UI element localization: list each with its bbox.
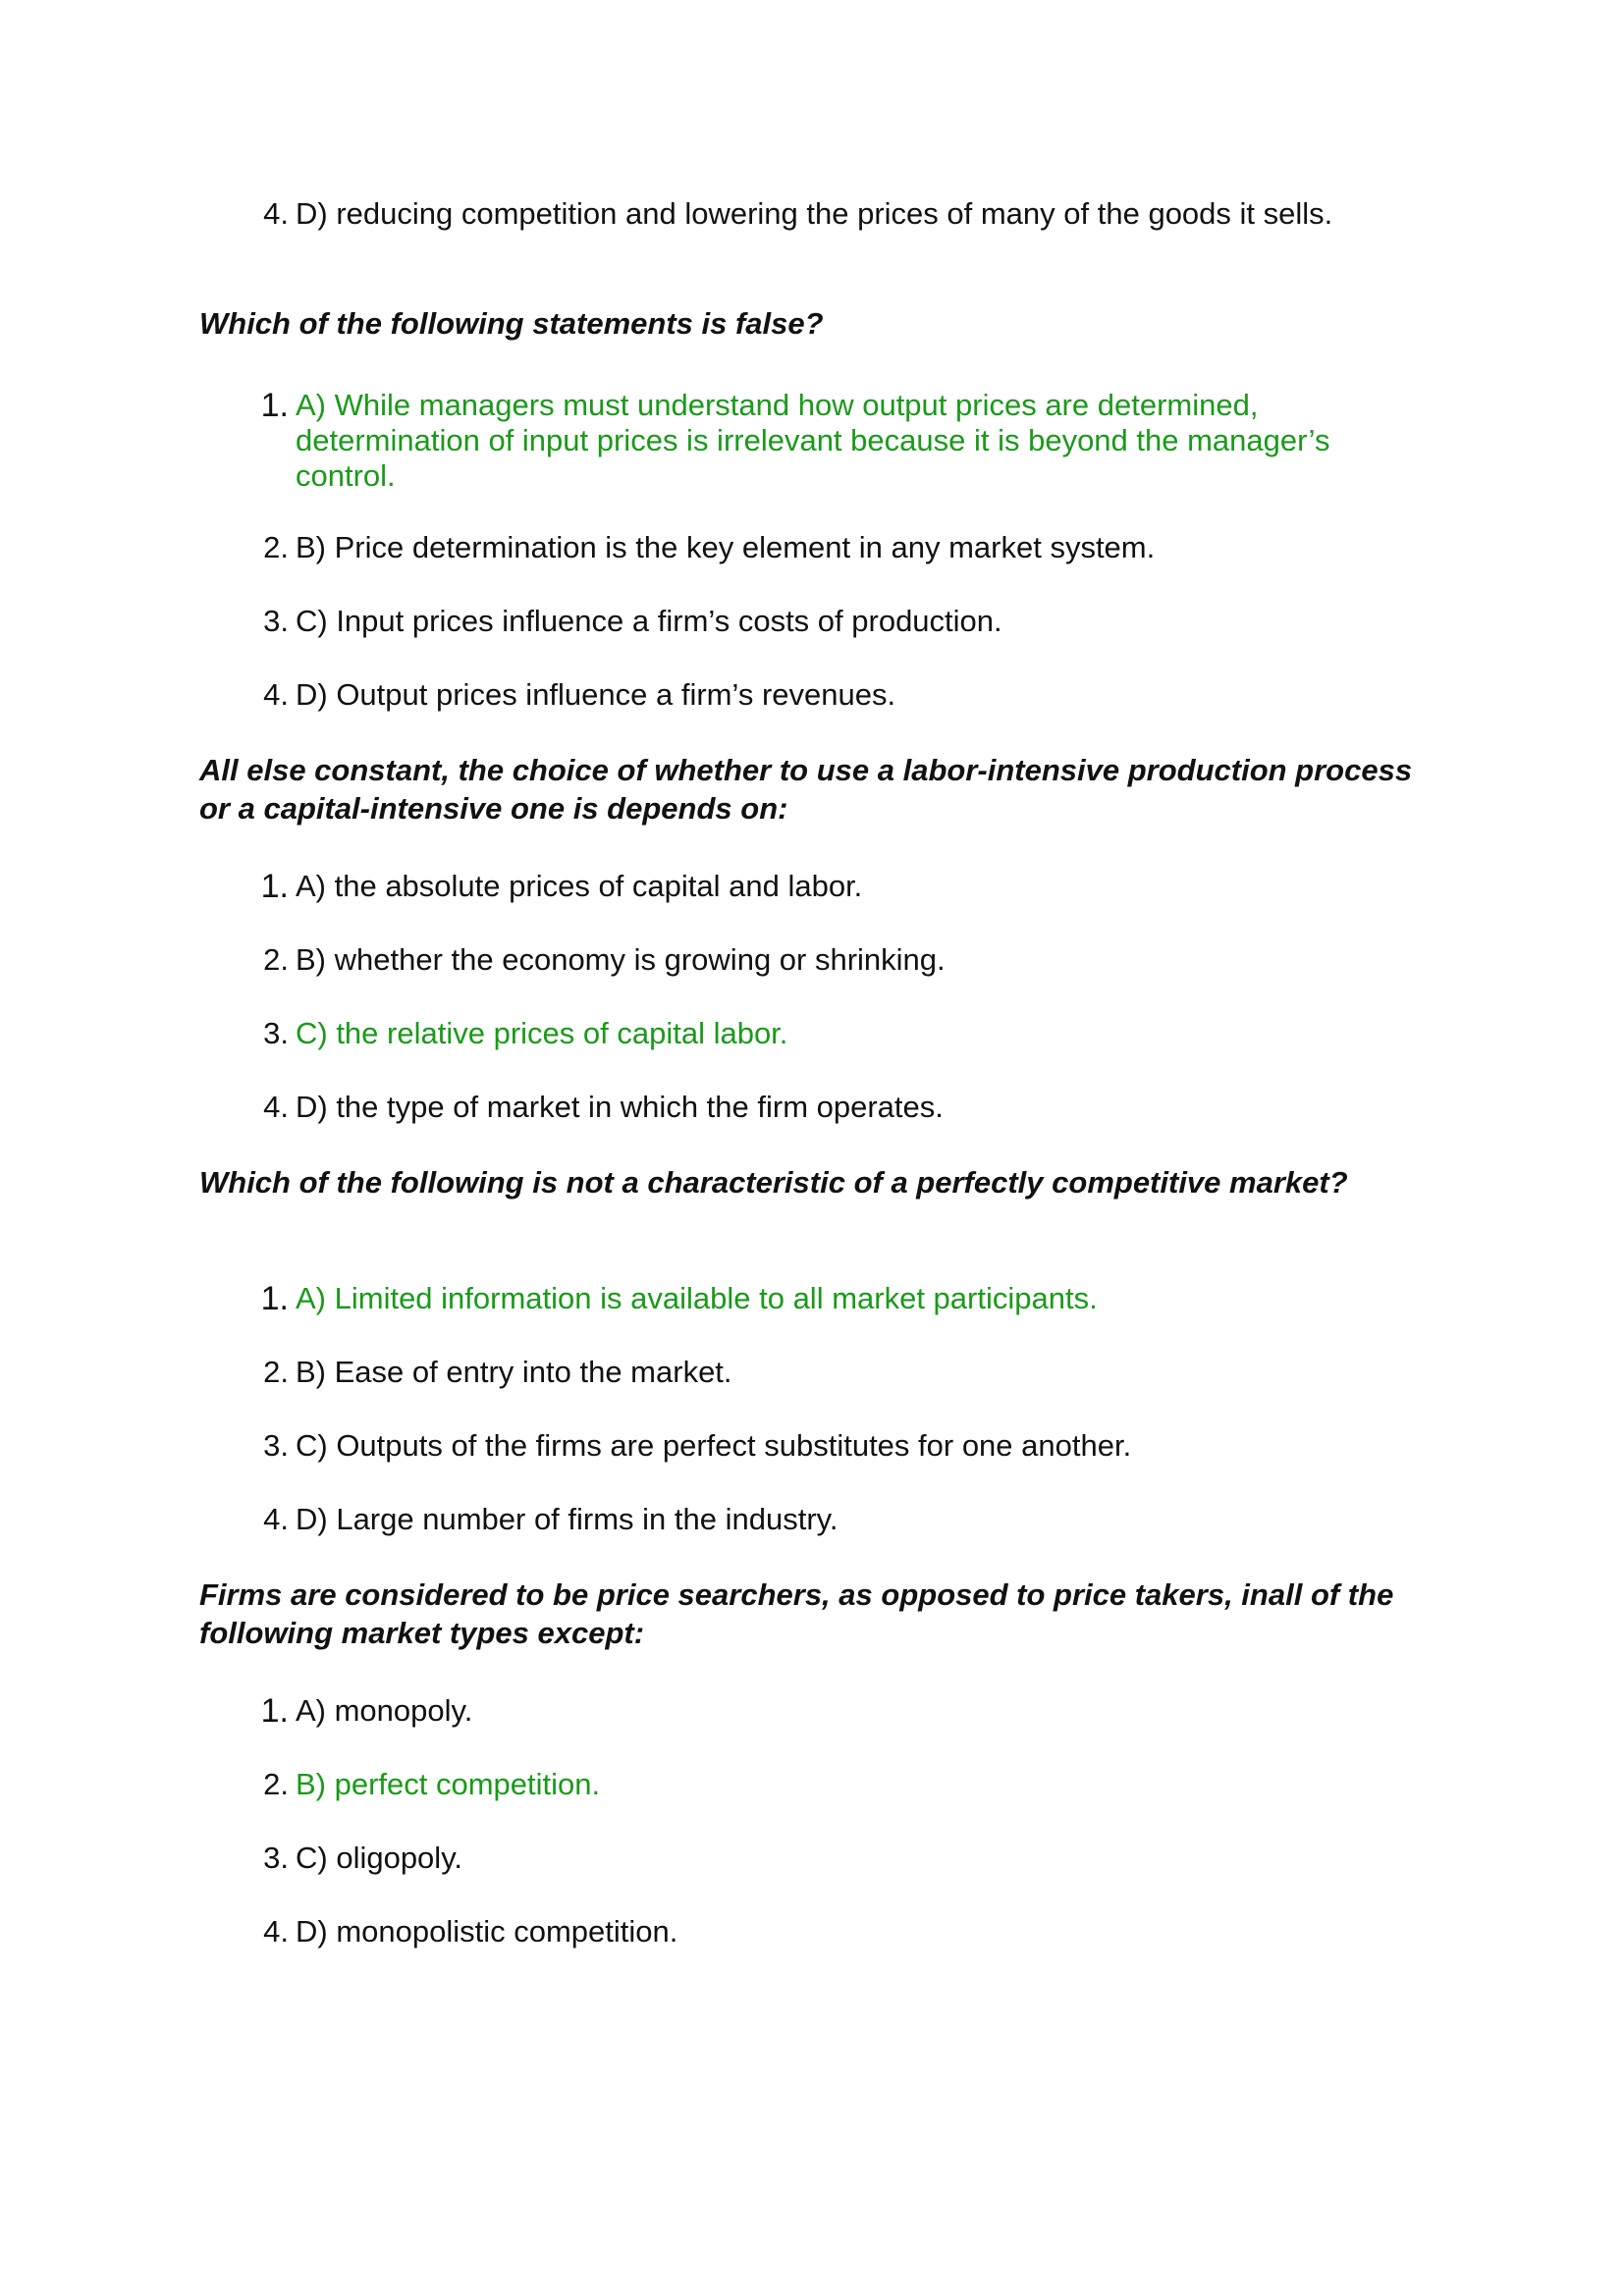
option-text: C) oligopoly. bbox=[296, 1841, 463, 1875]
option-number: 1. bbox=[260, 1692, 289, 1730]
option-number: 3. bbox=[263, 1841, 289, 1875]
option-number: 1. bbox=[260, 1280, 289, 1317]
option-number: 3. bbox=[263, 604, 289, 638]
option-text: B) Ease of entry into the market. bbox=[296, 1355, 732, 1389]
option-text: D) monopolistic competition. bbox=[296, 1914, 678, 1949]
option-number: 3. bbox=[263, 1016, 289, 1050]
option-text: C) Outputs of the firms are perfect substitutes for one another. bbox=[296, 1428, 1132, 1463]
option-text: A) Limited information is available to all market participants. bbox=[296, 1281, 1098, 1315]
option-number: 4. bbox=[263, 677, 289, 712]
question-heading: Which of the following is not a characteristic of a perfectly competitive market? bbox=[199, 1165, 1348, 1200]
option-number: 4. bbox=[263, 1502, 289, 1536]
question-heading: Firms are considered to be price searchers, as opposed to price takers, inall of the following market types except: bbox=[199, 1577, 1394, 1650]
option-text: C) Input prices influence a firm’s costs of production. bbox=[296, 604, 1002, 638]
question-heading: All else constant, the choice of whether to use a labor-intensive production process or a capital-intensive one is depends on: bbox=[199, 753, 1413, 826]
option-text: A) the absolute prices of capital and labor. bbox=[296, 869, 863, 903]
option-number: 3. bbox=[263, 1428, 289, 1463]
option-number: 4. bbox=[263, 1090, 289, 1124]
option-number: 2. bbox=[263, 1355, 289, 1389]
option-text: A) While managers must understand how output prices are determined, determination of input prices is irrelevant because it is beyond the manager’s control. bbox=[296, 388, 1330, 493]
option-number: 4. bbox=[263, 1914, 289, 1949]
option-text: A) monopoly. bbox=[296, 1693, 473, 1728]
option-number: 2. bbox=[263, 942, 289, 977]
option-text: D) Large number of firms in the industry. bbox=[296, 1502, 839, 1536]
option-text: B) perfect competition. bbox=[296, 1767, 601, 1801]
option-text: D) reducing competition and lowering the prices of many of the goods it sells. bbox=[296, 196, 1333, 231]
option-number: 1. bbox=[260, 387, 289, 424]
option-number: 2. bbox=[263, 530, 289, 564]
option-number: 1. bbox=[260, 868, 289, 905]
option-number: 2. bbox=[263, 1767, 289, 1801]
option-number: 4. bbox=[263, 196, 289, 231]
question-heading: Which of the following statements is false? bbox=[199, 306, 824, 341]
option-text: C) the relative prices of capital labor. bbox=[296, 1016, 788, 1050]
option-text: B) whether the economy is growing or shrinking. bbox=[296, 942, 946, 977]
option-text: B) Price determination is the key element in any market system. bbox=[296, 530, 1156, 564]
option-text: D) Output prices influence a firm’s revenues. bbox=[296, 677, 896, 712]
option-text: D) the type of market in which the firm operates. bbox=[296, 1090, 944, 1124]
